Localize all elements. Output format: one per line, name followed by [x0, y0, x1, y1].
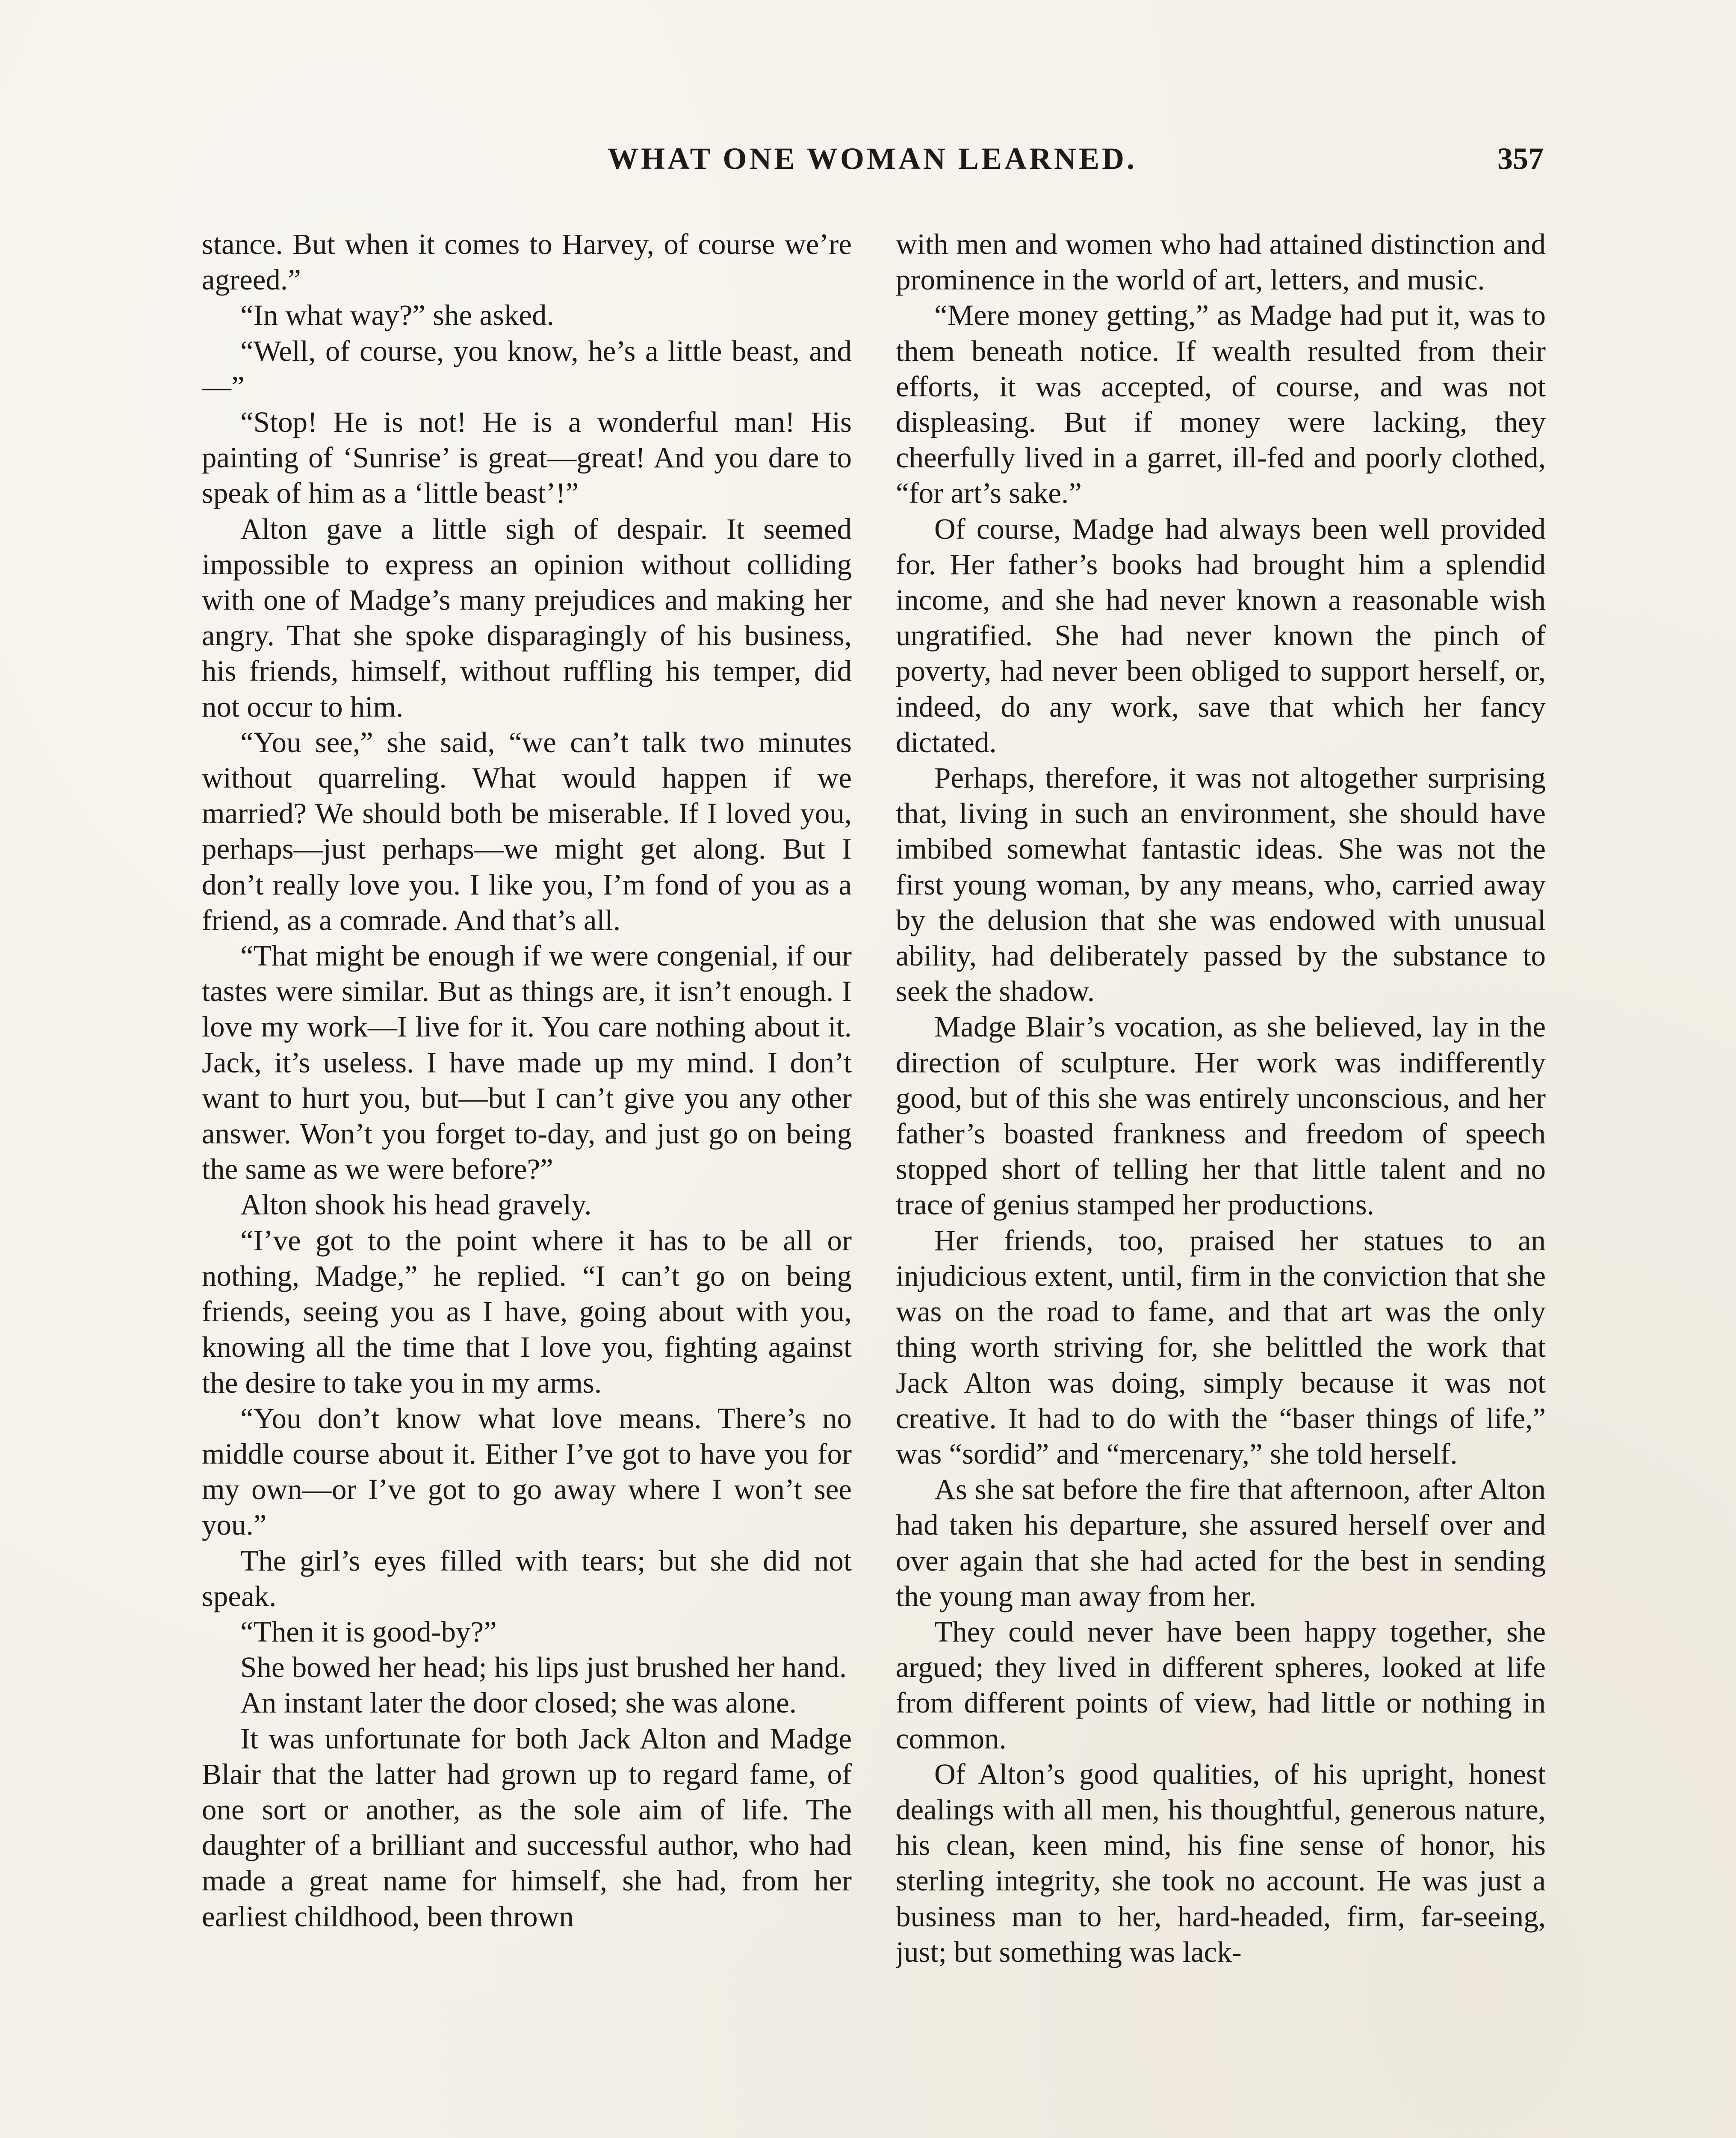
paragraph: “Well, of course, you know, he’s a little beast, and—”: [202, 334, 852, 403]
page-number: 357: [1497, 142, 1544, 176]
paragraph: Her friends, too, praised her statues to an injudicious extent, until, firm in the conviction that she was on the road to fame, and that art was the only thing worth striving for, she belittled the work that Jack Alton was doing, simply because it was not creative. It had to do with the “baser things of life,” was “sordid” and “mercenary,” she told herself.: [896, 1224, 1546, 1470]
paragraph: Alton gave a little sigh of despair. It seemed impossible to express an opinion without colliding with one of Madge’s many prejudices and making her angry. That she spoke disparagingly of his business, his friends, himself, without ruffling his temper, did not occur to him.: [202, 512, 852, 723]
right-column: [896, 227, 1546, 2138]
paragraph: Alton shook his head gravely.: [240, 1188, 592, 1221]
paragraph: It was unfortunate for both Jack Alton and Madge Blair that the latter had grown up to regard fame, of one sort or another, as the sole aim of life. The daughter of a brilliant and successful author, who had made a great name for himself, she had, from her earliest childhood, been thrown: [202, 1722, 852, 1933]
paragraph: Madge Blair’s vocation, as she believed, lay in the direction of sculpture. Her work was indifferently good, but of this she was entirely unconscious, and her father’s boasted frankness and freedom of speech stopped short of telling her that little talent and no trace of genius stamped her productions.: [896, 1010, 1546, 1221]
left-column: [202, 227, 852, 2138]
paragraph: Of course, Madge had always been well provided for. Her father’s books had brought him a splendid income, and she had never known a reasonable wish ungratified. She had never known the pinch of poverty, had never been obliged to support herself, or, indeed, do any work, save that which her fancy dictated.: [896, 512, 1546, 759]
paragraph: Perhaps, therefore, it was not altogether surprising that, living in such an environment, she should have imbibed somewhat fantastic ideas. She was not the first young woman, by any means, who, carried away by the delusion that she was endowed with unusual ability, had deliberately passed by the substance to seek the shadow.: [896, 762, 1546, 1008]
running-title: WHAT ONE WOMAN LEARNED.: [607, 142, 1137, 176]
paragraph: Of Alton’s good qualities, of his upright, honest dealings with all men, his thoughtful, generous nature, his clean, keen mind, his fine sense of honor, his sterling integrity, she took no account. He was just a business man to her, hard-headed, firm, far-seeing, just; but something was lack-: [896, 1757, 1546, 1968]
paragraph: “That might be enough if we were congenial, if our tastes were similar. But as things are, it isn’t enough. I love my work—I live for it. You care nothing about it. Jack, it’s useless. I have made up my mind. I don’t want to hurt you, but—but I can’t give you any other answer. Won’t you forget to-day, and just go on being the same as we were before?”: [202, 939, 852, 1186]
running-head: [201, 141, 1544, 192]
paragraph: “Mere money getting,” as Madge had put it, was to them beneath notice. If wealth resulted from their efforts, it was accepted, of course, and was not displeasing. But if money were lacking, they cheerfully lived in a garret, ill-fed and poorly clothed, “for art’s sake.”: [896, 299, 1546, 510]
paragraph: An instant later the door closed; she was alone.: [240, 1686, 797, 1719]
paragraph: She bowed her head; his lips just brushed her hand.: [240, 1651, 847, 1684]
paragraph: “I’ve got to the point where it has to be all or nothing, Madge,” he replied. “I can’t go on being friends, seeing you as I have, going about with you, knowing all the time that I love you, fighting against the desire to take you in my arms.: [202, 1224, 852, 1399]
paragraph: “Stop! He is not! He is a wonderful man! His painting of ‘Sunrise’ is great—great! And you dare to speak of him as a ‘little beast’!”: [202, 406, 852, 510]
paragraph: They could never have been happy together, she argued; they lived in different spheres, looked at life from different points of view, had little or nothing in common.: [896, 1615, 1546, 1755]
paragraph: The girl’s eyes filled with tears; but she did not speak.: [202, 1544, 852, 1612]
paragraph: As she sat before the fire that afternoon, after Alton had taken his departure, she assured herself over and over again that she had acted for the best in sending the young man away from her.: [896, 1473, 1546, 1612]
paragraph: “Then it is good-by?”: [240, 1615, 497, 1648]
paragraph: “You see,” she said, “we can’t talk two minutes without quarreling. What would happen if we married? We should both be miserable. If I loved you, perhaps—just perhaps—we might get along. But I don’t really love you. I like you, I’m fond of you as a friend, as a comrade. And that’s all.: [202, 726, 852, 936]
paragraph: stance. But when it comes to Harvey, of course we’re agreed.”: [202, 228, 852, 296]
paragraph: “You don’t know what love means. There’s no middle course about it. Either I’ve got to have you for my own—or I’ve got to go away where I won’t see you.”: [202, 1402, 852, 1541]
paragraph: with men and women who had attained distinction and prominence in the world of art, letters, and music.: [896, 228, 1546, 296]
paragraph: “In what way?” she asked.: [240, 299, 554, 332]
